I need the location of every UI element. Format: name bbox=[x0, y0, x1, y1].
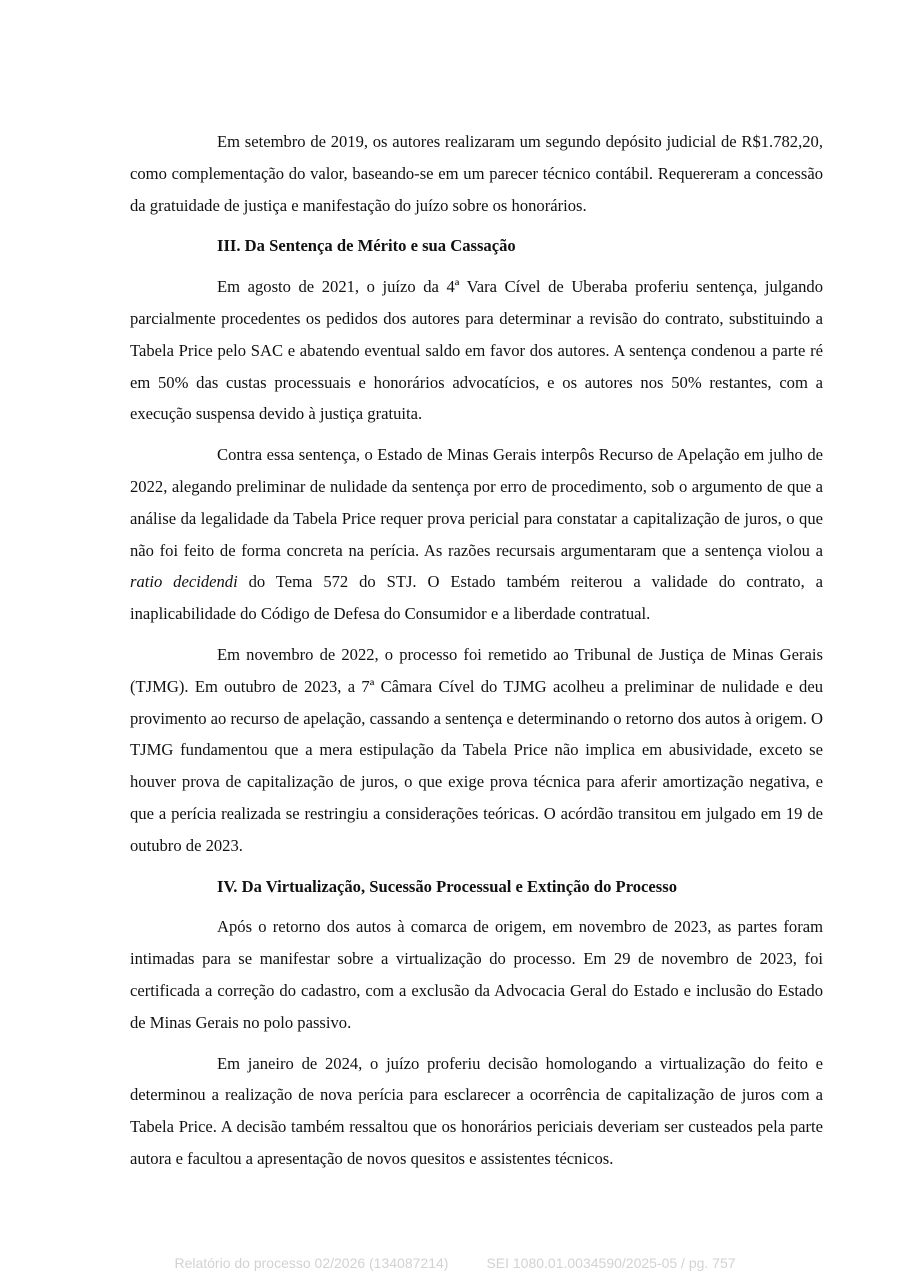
paragraph-recurso-text-start: Contra essa sentença, o Estado de Minas Gerais interpôs Recurso de Apelação em julho de 2022, alegando preliminar de nulidade da sentença por erro de procedimento, sob o argumento de que a análise da legalidade da Tabela Price requer prova pericial para constatar a capitalização de juros, o que não foi feito de forma concreta na perícia. As razões recursais argumentaram que a sentença violou a bbox=[130, 445, 823, 560]
section-heading-sentenca: III. Da Sentença de Mérito e sua Cassação bbox=[217, 236, 516, 256]
footer-sei-page-reference: SEI 1080.01.0034590/2025-05 / pg. 757 bbox=[486, 1255, 736, 1271]
footer-report-reference: Relatório do processo 02/2026 (134087214) bbox=[174, 1255, 449, 1271]
paragraph-deposito-judicial: Em setembro de 2019, os autores realizaram um segundo depósito judicial de R$1.782,20, como complementação do valor, baseando-se em um parecer técnico contábil. Requereram a concessão da gratuidade de justiça e manifestação do juízo sobre os honorários. bbox=[130, 132, 823, 215]
paragraph-recurso-text-end: do Tema 572 do STJ. O Estado também reiterou a validade do contrato, a inaplicabilidade do Código de Defesa do Consumidor e a liberdade contratual. bbox=[130, 572, 823, 624]
ratio-decidendi-term: ratio decidendi bbox=[130, 572, 238, 592]
page-footer bbox=[0, 1255, 910, 1271]
paragraph-virtualizacao: Após o retorno dos autos à comarca de origem, em novembro de 2023, as partes foram intimadas para se manifestar sobre a virtualização do processo. Em 29 de novembro de 2023, foi certificada a correção do cadastro, com a exclusão da Advocacia Geral do Estado e inclusão do Estado de Minas Gerais no polo passivo. bbox=[130, 917, 823, 1032]
paragraph-nova-pericia: Em janeiro de 2024, o juízo proferiu decisão homologando a virtualização do feito e determinou a realização de nova perícia para esclarecer a ocorrência de capitalização de juros com a Tabela Price. A decisão também ressaltou que os honorários periciais deveriam ser custeados pela parte autora e facultou a apresentação de novos quesitos e assistentes técnicos. bbox=[130, 1053, 823, 1168]
paragraph-sentenca-2021: Em agosto de 2021, o juízo da 4ª Vara Cível de Uberaba proferiu sentença, julgando parcialmente procedentes os pedidos dos autores para determinar a revisão do contrato, substituindo a Tabela Price pelo SAC e abatendo eventual saldo em favor dos autores. A sentença condenou a parte ré em 50% das custas processuais e honorários advocatícios, e os autores nos 50% restantes, com a execução suspensa devido à justiça gratuita. bbox=[130, 277, 823, 424]
document-body bbox=[130, 126, 823, 1184]
paragraph-tjmg-cassacao: Em novembro de 2022, o processo foi remetido ao Tribunal de Justiça de Minas Gerais (TJMG). Em outubro de 2023, a 7ª Câmara Cível do TJMG acolheu a preliminar de nulidade e deu provimento ao recurso de apelação, cassando a sentença e determinando o retorno dos autos à origem. O TJMG fundamentou que a mera estipulação da Tabela Price não implica em abusividade, exceto se houver prova de capitalização de juros, o que exige prova técnica para aferir amortização negativa, e que a perícia realizada se restringiu a considerações teóricas. O acórdão transitou em julgado em 19 de outubro de 2023. bbox=[130, 644, 823, 855]
paragraph-recurso-apelacao bbox=[130, 439, 823, 630]
section-heading-virtualizacao: IV. Da Virtualização, Sucessão Processual e Extinção do Processo bbox=[217, 876, 677, 896]
